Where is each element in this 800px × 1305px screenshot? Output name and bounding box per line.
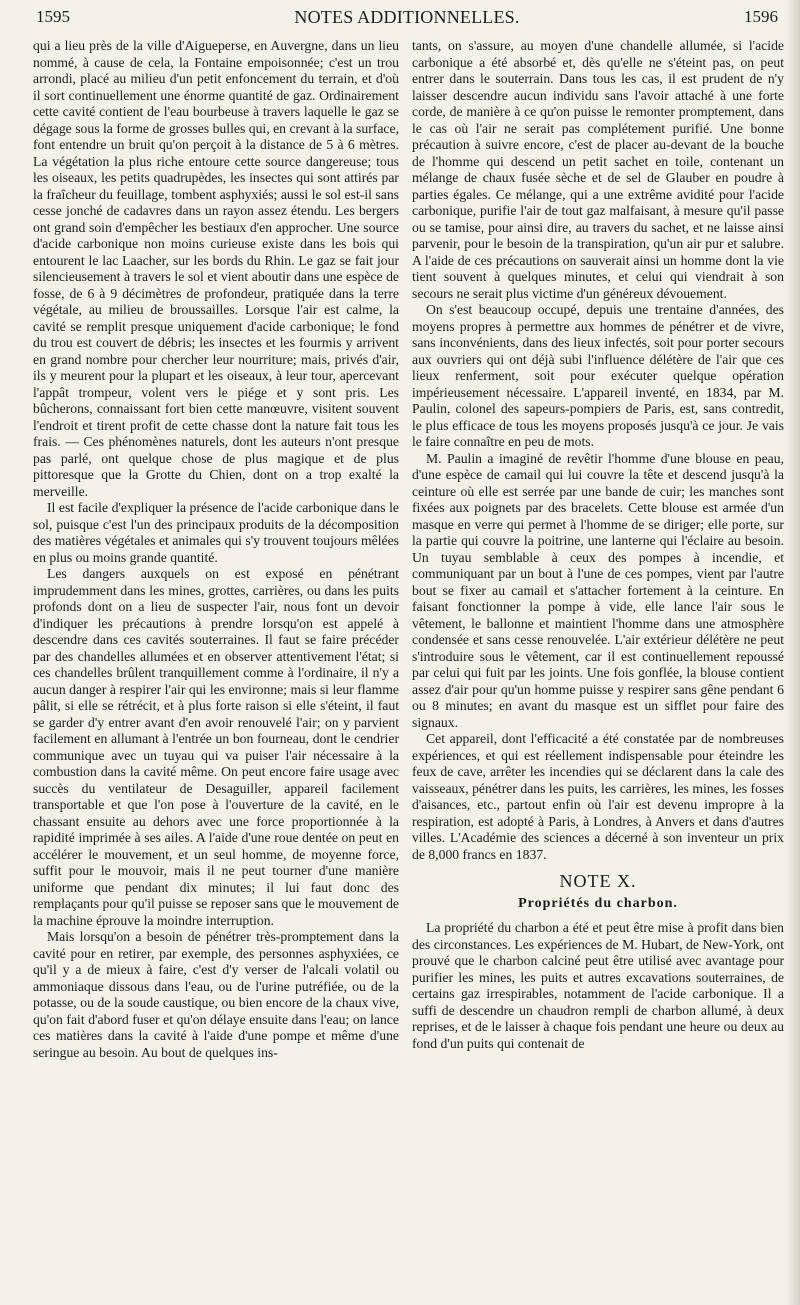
paragraph: Il est facile d'expliquer la présence de l'acide carbonique dans le sol, puisque c'est l'un des principaux produits de la décomposition des matières végétales et animales qui s'y trouvent toujours mêlées en plus ou moins grande quantité.	[33, 500, 399, 565]
page-number-right: 1596	[744, 7, 778, 26]
note-subtitle: Propriétés du charbon.	[518, 895, 678, 911]
paragraph: M. Paulin a imaginé de revêtir l'homme d'une blouse en peau, d'une espèce de camail qui lui couvre la tête et descend jusqu'à la ceinture où elle est serrée par une bande de cuir; les manches sont fixées aux poignets par des bracelets. Cette blouse est armée d'un masque en verre qui permet à l'homme de se diriger; elle porte, sur la partie qui couvre la poitrine, une lanterne qui l'éclaire au besoin. Un tuyau semblable à ceux des pompes à incendie, et communiquant par un bout à l'une de ces pompes, vient par l'autre bout se fixer au camail et s'attacher fortement à la ceinture. En faisant fonctionner la pompe à vide, elle lance l'air sous le vêtement, le ballonne et maintient l'homme dans une atmosphère condensée et sans cesse renouvelée. L'air extérieur délétère ne peut s'introduire sous le vêtement, car il est continuellement repoussé par celui qui fuit par les joints. Une fois gonflée, la blouse contient assez d'air pour qu'un homme puisse y respirer sans gêne pendant 6 ou 8 minutes; en avant du masque est un sifflet pour faire des signaux.	[412, 450, 784, 730]
note-title: NOTE X.	[559, 871, 637, 891]
running-header	[36, 4, 778, 30]
paragraph: qui a lieu près de la ville d'Aigueperse, en Auvergne, dans un lieu nommé, à cause de cela, la Fontaine empoisonnée; c'est un trou arrondi, placé au milieu d'un petit enfoncement du terrain, et d'où il sort continuellement une énorme quantité de gaz. Ordinairement cette cavité contient de l'eau bourbeuse à travers laquelle le gaz se dégage sous la forme de grosses bulles qui, en crevant à la surface, font entendre un bruit qu'on perçoit à la distance de 5 à 6 mètres. La végétation la plus riche entoure cette source dangereuse; tous les oiseaux, les petits quadrupèdes, les insectes qui sont attirés par la fraîcheur du feuillage, tombent asphyxiés; aussi le sol est-il sans cesse jonché de cadavres dans un rayon assez étendu. Les bergers ont grand soin d'empêcher les bestiaux d'en approcher. Une source d'acide carbonique non moins curieuse existe dans les bois qui entourent le lac Laacher, sur les bords du Rhin. Le gaz se fait jour silencieusement à travers le sol et vient aboutir dans une espèce de fosse, de 6 à 9 décimètres de profondeur, pratiquée dans la terre végétale, au milieu de broussailles. Lorsque l'air est calme, la cavité se remplit presque uniquement d'acide carbonique; le fond du trou est couvert de débris; les insectes et les fourmis y arrivent en grand nombre pour chercher leur nourriture; mais, privés d'air, ils y meurent pour la plupart et les oiseaux, à leur tour, apercevant l'appât trompeur, volent vers le piége et y sont pris. Les bûcherons, connaissant fort bien cette manœuvre, visitent souvent l'endroit et tirent profit de cette chasse dont la nature fait tous les frais. — Ces phénomènes naturels, dont les auteurs n'ont presque pas parlé, ont quelque chose de plus magique et de plus pittoresque que la Grotte du Chien, dont on a trop exalté la merveille.	[33, 38, 399, 499]
paragraph: Mais lorsqu'on a besoin de pénétrer très-promptement dans la cavité pour en retirer, par exemple, des personnes asphyxiées, ce qu'il y a de mieux à faire, c'est d'y verser de l'alcali volatil ou ammoniaque dissous dans l'eau, ou de l'urine putréfiée, ou de la potasse, ou de la soude caustique, ou bien encore de la chaux vive, qu'on fait d'abord fuser et qu'on délaye ensuite dans l'eau; on lance ces matières dans la cavité à l'aide d'une pompe et même d'une seringue au besoin. Au bout de quelques ins-	[33, 929, 399, 1060]
right-column	[412, 38, 784, 1052]
running-title: NOTES ADDITIONNELLES.	[294, 6, 520, 27]
paragraph: La propriété du charbon a été et peut être mise à profit dans bien des circonstances. Les expériences de M. Hubart, de New-York, ont prouvé que le charbon calciné peut être utilisé avec avantage pour purifier les mines, les puits et autres excavations souterraines, de certains gaz irrespirables, notamment de l'acide carbonique. Il a suffi de descendre un chaudron rempli de charbon allumé, à deux reprises, et de le laisser à chaque fois pendant une heure ou deux au fond d'un puits qui contenait de	[412, 920, 784, 1051]
paragraph: tants, on s'assure, au moyen d'une chandelle allumée, si l'acide carbonique a été absorbé et, dès qu'elle ne s'éteint pas, on peut entrer dans le souterrain. Dans tous les cas, il est prudent de n'y laisser descendre aucun individu sans l'avoir attaché à une forte corde, de manière à ce qu'on puisse le remonter promptement, dans le cas où l'air ne serait pas complétement purifié. Une bonne précaution à suivre encore, c'est de placer au-devant de la bouche de l'homme qui descend un petit sachet en toile, contenant un mélange de chaux fusée sèche et de sel de Glauber en poudre à parties égales. Ce mélange, qui a une extrême avidité pour l'acide carbonique, purifie l'air de tout gaz malfaisant, à mesure qu'il passe ou se tamise, pour ainsi dire, au travers du sachet, et ne laisse ainsi parvenir, pour le besoin de la transpiration, qu'un air pur et salubre. A l'aide de ces précautions on sauverait ainsi un homme dont la vie tient souvent à quelques minutes, et celui qui viendrait à son secours ne serait plus victime d'un généreux dévouement.	[412, 38, 784, 301]
page-edge-shadow	[786, 0, 800, 1305]
paragraph: Cet appareil, dont l'efficacité a été constatée par de nombreuses expériences, et qui est réellement indispensable pour éteindre les feux de cave, arrêter les incendies qui se déclarent dans la cale des vaisseaux, pénétrer dans les puits, les carrières, les mines, les fosses d'aisances, etc., partout enfin où l'air est devenu impropre à la respiration, est adopté à Paris, à Londres, à Anvers et dans d'autres villes. L'Académie des sciences a décerné à son inventeur un prix de 8,000 francs en 1837.	[412, 731, 784, 862]
left-column	[33, 38, 399, 1061]
paragraph: On s'est beaucoup occupé, depuis une trentaine d'années, des moyens propres à permettre aux hommes de pénétrer et de vivre, sans inconvénients, dans des lieux infectés, soit pour porter secours aux ouvriers qui ont déjà subi l'influence délétère de l'air que ces lieux renferment, soit pour exécuter quelque opération impérieusement nécessaire. L'appareil inventé, en 1834, par M. Paulin, colonel des sapeurs-pompiers de Paris, est, sans contredit, le plus efficace de tous les moyens proposés jusqu'à ce jour. Je vais le faire connaître en peu de mots.	[412, 302, 784, 449]
page-number-left: 1595	[36, 7, 70, 26]
paragraph: Les dangers auxquels on est exposé en pénétrant imprudemment dans les mines, grottes, carrières, ou dans les puits profonds dont on a lieu de suspecter l'air, nous font un devoir d'indiquer les précautions à prendre lorsqu'on est appelé à descendre dans ces cavités souterraines. Il faut se faire précéder par des chandelles allumées et en observer attentivement l'état; si ces chandelles brûlent tranquillement comme à l'ordinaire, il n'y a aucun danger à respirer l'air qui les environne; mais si leur flamme pâlit, si elle se rétrécit, et à plus forte raison si elle s'éteint, il faut se garder d'y entrer avant d'en avoir renouvelé l'air; on y parvient facilement en allumant à l'entrée un bon fourneau, dont le cendrier communique avec un tuyau qui va puiser l'air nécessaire à la combustion dans la cavité même. On peut encore faire usage avec succès du ventilateur de Desaguiller, appareil facilement transportable et que l'on pose à l'ouverture de la cavité, en le chassant ensuite au dehors avec une force proportionnée à la rapidité imprimée à ses ailes. A l'aide d'une roue dentée on peut en accélérer le mouvement, et un seul homme, de moyenne force, suffit pour le mouvoir, mais il ne peut tourner d'une manière uniforme que pendant dix minutes; il lui faut donc des remplaçants pour qu'il puisse se reposer sans que le mouvement de la machine éprouve la moindre interruption.	[33, 566, 399, 928]
